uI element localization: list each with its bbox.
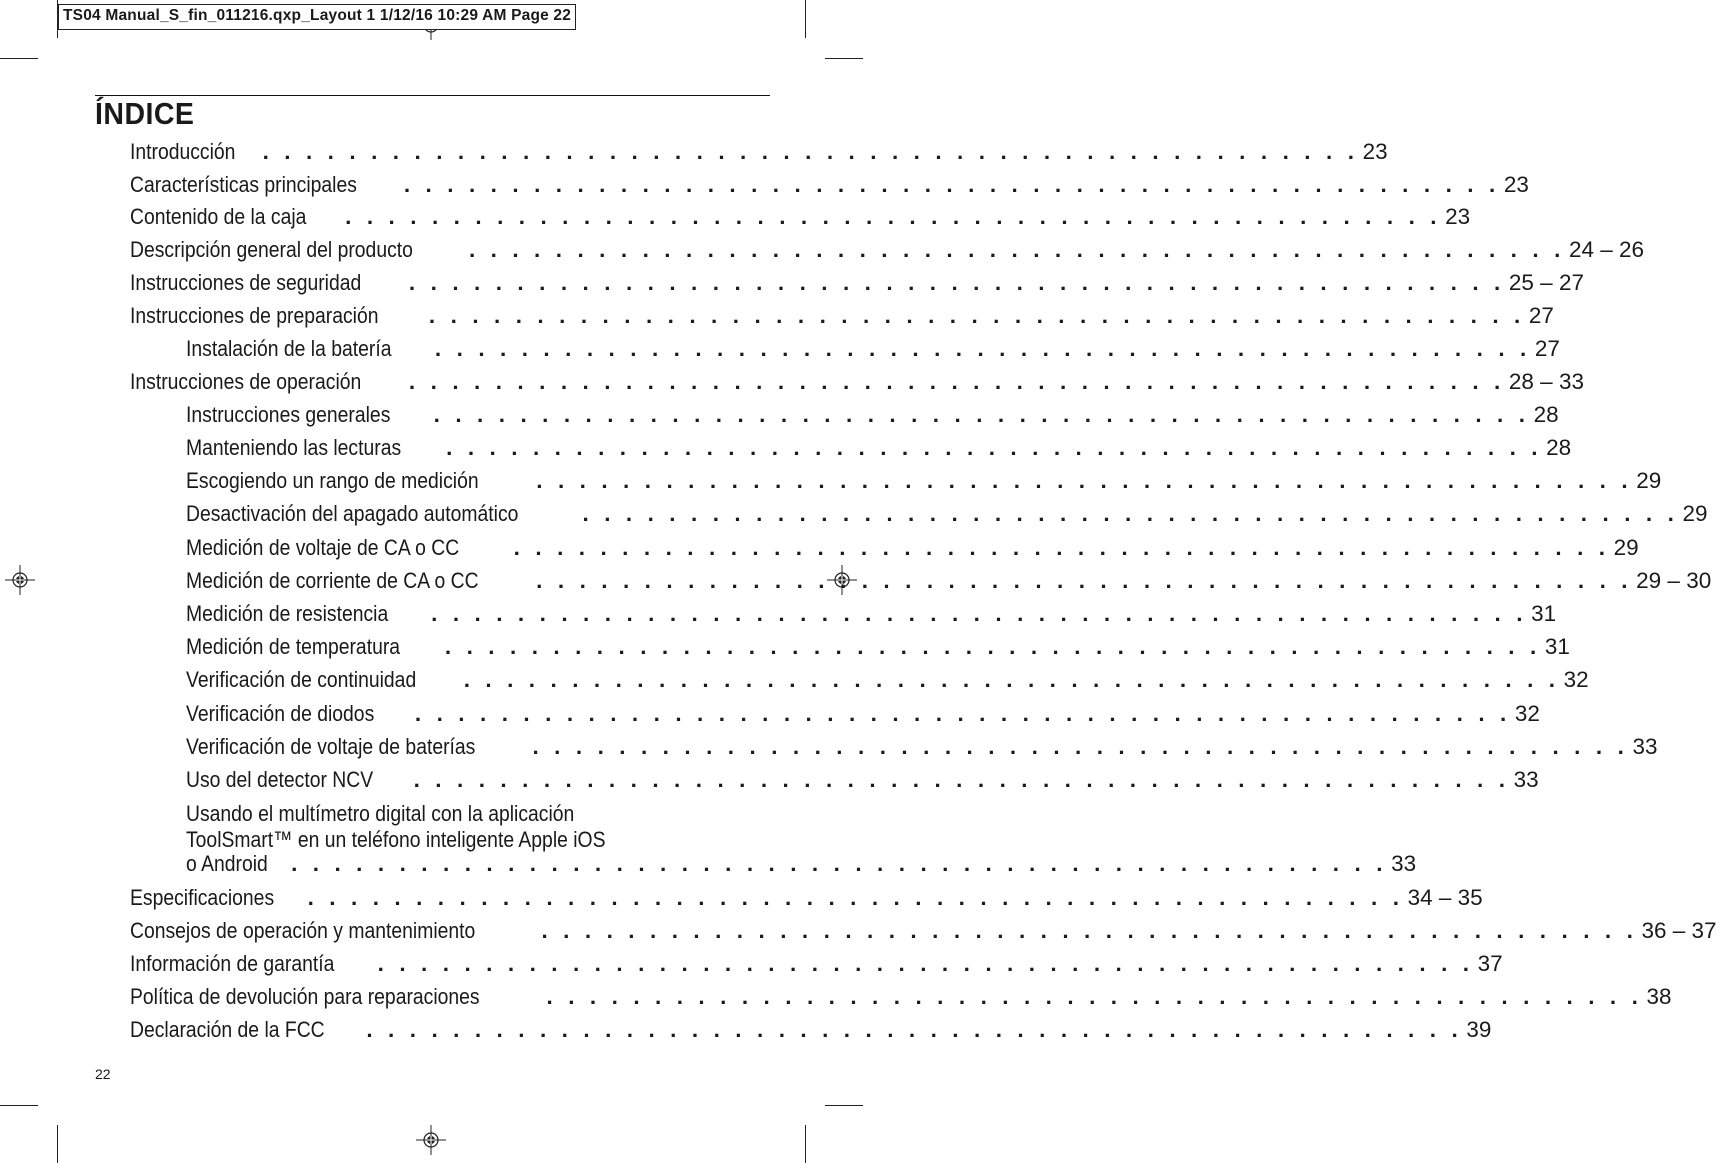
toc-entry: [186, 601, 1557, 627]
toc-entry: [186, 468, 1662, 494]
leader-dots: . . . . . . . . . . . . . . . . . . . . . . . . . . . . . . . . . . . . . . . . . . . . . . . . . . .: [408, 270, 1505, 295]
toc-entry-label: Uso del detector NCV: [186, 767, 374, 792]
toc-entry: [130, 918, 1717, 944]
crop-mark: [57, 1125, 58, 1163]
leader-dots: . . . . . . . . . . . . . . . . . . . . . . . . . . . . . . . . . . . . . . . . . . . . . . . . . . .: [413, 767, 1510, 792]
toc-entry-label-line: ToolSmart™ en un teléfono inteligente Apple iOS: [186, 827, 606, 852]
toc-entry-label: Instrucciones de operación: [130, 369, 362, 394]
leader-dots: . . . . . . . . . . . . . . . . . . . . . . . . . . . . . . . . . . . . . . . . . . . . . . . . . . .: [434, 336, 1531, 361]
leader-dots: . . . . . . . . . . . . . . . . . . . . . . . . . . . . . . . . . . . . . . . . . . . . . . . . . . .: [446, 435, 1543, 460]
toc-entry-page: 23: [1445, 204, 1471, 229]
toc-entry-label: Especificaciones: [130, 885, 275, 910]
toc-entry-label: Instalación de la batería: [186, 336, 392, 361]
leader-dots: . . . . . . . . . . . . . . . . . . . . . . . . . . . . . . . . . . . . . . . . . . . . . . . . . . .: [541, 918, 1638, 943]
leader-dots: . . . . . . . . . . . . . . . . . . . . . . . . . . . . . . . . . . . . . . . . . . . . . . . . . . .: [377, 951, 1474, 976]
toc-entry-label: Desactivación del apagado automático: [186, 501, 519, 526]
crop-mark: [0, 1105, 38, 1106]
toc-entry-label: Política de devolución para reparaciones: [130, 984, 480, 1009]
toc-entry: [130, 237, 1645, 263]
toc-entry-label: Instrucciones de preparación: [130, 303, 379, 328]
toc-entry-label: Declaración de la FCC: [130, 1017, 325, 1042]
toc-entry-label: Contenido de la caja: [130, 204, 307, 229]
crop-mark: [825, 58, 863, 59]
toc-entry: [186, 501, 1708, 527]
toc-entry: [130, 951, 1503, 977]
toc-entry-page: 27: [1534, 336, 1560, 361]
leader-dots: . . . . . . . . . . . . . . . . . . . . . . . . . . . . . . . . . . . . . . . . . . . . . . . . . . .: [307, 885, 1404, 910]
toc-entry-label: Medición de voltaje de CA o CC: [186, 535, 460, 560]
toc-entry: [186, 402, 1559, 428]
leader-dots: . . . . . . . . . . . . . . . . . . . . . . . . . . . . . . . . . . . . . . . . . . . . . . . . . . .: [532, 734, 1629, 759]
toc-entry-label: Medición de temperatura: [186, 634, 401, 659]
toc-entry: [186, 701, 1540, 727]
leader-dots: . . . . . . . . . . . . . . . . . . . . . . . . . . . . . . . . . . . . . . . . . . . . . . . . . . .: [536, 568, 1633, 593]
toc-entry: [186, 568, 1712, 594]
leader-dots: . . . . . . . . . . . . . . . . . . . . . . . . . . . . . . . . . . . . . . . . . . . . . . . . . . .: [463, 667, 1560, 692]
toc-entry: [130, 984, 1672, 1010]
leader-dots: . . . . . . . . . . . . . . . . . . . . . . . . . . . . . . . . . . . . . . . . . . . . . . . . . . .: [414, 701, 1511, 726]
leader-dots: . . . . . . . . . . . . . . . . . . . . . . . . . . . . . . . . . . . . . . . . . . . . . . . . . . .: [433, 402, 1530, 427]
toc-entry: [130, 270, 1584, 296]
registration-mark-icon: [5, 565, 35, 595]
leader-dots: . . . . . . . . . . . . . . . . . . . . . . . . . . . . . . . . . . . . . . . . . . . . . . . . . . .: [403, 172, 1500, 197]
toc-entry: [186, 634, 1570, 660]
toc-entry-label: Consejos de operación y mantenimiento: [130, 918, 476, 943]
toc-entry: [130, 1017, 1492, 1043]
toc-entry-label: Instrucciones generales: [186, 402, 391, 427]
toc-entry-label: Introducción: [130, 139, 236, 164]
page-number: 22: [95, 1066, 111, 1082]
toc-entry-page: 28: [1533, 402, 1559, 427]
crop-mark: [805, 1125, 806, 1163]
leader-dots: . . . . . . . . . . . . . . . . . . . . . . . . . . . . . . . . . . . . . . . . . . . . . . . . . . .: [444, 634, 1541, 659]
toc-entry-page: 29 – 30: [1636, 568, 1712, 593]
toc-entry-page: 39: [1466, 1017, 1492, 1042]
toc-entry: [186, 767, 1539, 793]
leader-dots: . . . . . . . . . . . . . . . . . . . . . . . . . . . . . . . . . . . . . . . . . . . . . . . . . . .: [428, 303, 1525, 328]
toc-entry-page: 25 – 27: [1508, 270, 1584, 295]
toc-entry: [186, 851, 1417, 877]
toc-entry: [186, 734, 1658, 760]
toc-entry: [186, 535, 1639, 561]
leader-dots: . . . . . . . . . . . . . . . . . . . . . . . . . . . . . . . . . . . . . . . . . . . . . . . . . . .: [582, 501, 1679, 526]
toc-entry-label: Medición de resistencia: [186, 601, 389, 626]
leader-dots: . . . . . . . . . . . . . . . . . . . . . . . . . . . . . . . . . . . . . . . . . . . . . . . . . . .: [366, 1017, 1463, 1042]
leader-dots: . . . . . . . . . . . . . . . . . . . . . . . . . . . . . . . . . . . . . . . . . . . . . . . . . . .: [431, 601, 1528, 626]
toc-entry-label: Escogiendo un rango de medición: [186, 468, 479, 493]
toc-entry-label: Instrucciones de seguridad: [130, 270, 362, 295]
toc-entry: [130, 139, 1388, 165]
toc-entry-page: 33: [1632, 734, 1658, 759]
toc-entry-page: 23: [1362, 139, 1388, 164]
toc-entry-label-line: Usando el multímetro digital con la aplicación: [186, 801, 575, 826]
toc-entry-page: 31: [1544, 634, 1570, 659]
heading-rule: [95, 95, 770, 96]
print-slug: TS04 Manual_S_fin_011216.qxp_Layout 1 1/12/16 10:29 AM Page 22: [58, 4, 576, 30]
toc-entry: [130, 204, 1471, 230]
toc-entry: [130, 303, 1554, 329]
toc-entry-label: o Android: [186, 851, 268, 876]
crop-mark: [825, 1105, 863, 1106]
page-title: ÍNDICE: [95, 96, 195, 131]
toc-entry-label: Verificación de diodos: [186, 701, 375, 726]
toc-entry-page: 32: [1514, 701, 1540, 726]
toc-entry-page: 24 – 26: [1568, 237, 1645, 262]
toc-entry-page: 27: [1528, 303, 1554, 328]
toc-entry-page: 34 – 35: [1407, 885, 1483, 910]
toc-entry: [130, 369, 1584, 395]
crop-mark: [0, 58, 38, 59]
leader-dots: . . . . . . . . . . . . . . . . . . . . . . . . . . . . . . . . . . . . . . . . . . . . . . . . . . .: [262, 139, 1359, 164]
toc-entry-label: Características principales: [130, 172, 357, 197]
toc-entry-page: 31: [1531, 601, 1557, 626]
leader-dots: . . . . . . . . . . . . . . . . . . . . . . . . . . . . . . . . . . . . . . . . . . . . . . . . . . .: [546, 984, 1643, 1009]
crop-mark: [805, 0, 806, 38]
toc-entry-page: 29: [1636, 468, 1662, 493]
toc-entry-page: 28: [1546, 435, 1572, 460]
toc-entry-label: Información de garantía: [130, 951, 335, 976]
toc-entry-page: 38: [1646, 984, 1672, 1009]
toc-entry: [186, 336, 1560, 362]
toc-entry-page: 32: [1563, 667, 1589, 692]
toc-entry-page: 23: [1503, 172, 1529, 197]
toc-entry: [186, 435, 1572, 461]
toc-entry-page: 36 – 37: [1641, 918, 1717, 943]
toc-entry-label: Manteniendo las lecturas: [186, 435, 402, 460]
toc-entry-multiline: [186, 801, 730, 853]
toc-entry-label: Descripción general del producto: [130, 237, 413, 262]
leader-dots: . . . . . . . . . . . . . . . . . . . . . . . . . . . . . . . . . . . . . . . . . . . . . . . . . . .: [513, 535, 1610, 560]
leader-dots: . . . . . . . . . . . . . . . . . . . . . . . . . . . . . . . . . . . . . . . . . . . . . . . . . . .: [345, 204, 1442, 229]
toc-entry-page: 29: [1682, 501, 1708, 526]
toc-entry-page: 28 – 33: [1508, 369, 1584, 394]
leader-dots: . . . . . . . . . . . . . . . . . . . . . . . . . . . . . . . . . . . . . . . . . . . . . . . . . . .: [468, 237, 1565, 262]
toc-entry-label: Verificación de continuidad: [186, 667, 417, 692]
toc-entry-page: 33: [1513, 767, 1539, 792]
toc-entry-label: Medición de corriente de CA o CC: [186, 568, 479, 593]
toc-entry: [130, 885, 1483, 911]
toc-entry: [186, 667, 1589, 693]
toc-entry: [130, 172, 1529, 198]
leader-dots: . . . . . . . . . . . . . . . . . . . . . . . . . . . . . . . . . . . . . . . . . . . . . . . . . . .: [291, 851, 1388, 876]
toc-entry-label: Verificación de voltaje de baterías: [186, 734, 476, 759]
toc-entry-page: 37: [1477, 951, 1503, 976]
leader-dots: . . . . . . . . . . . . . . . . . . . . . . . . . . . . . . . . . . . . . . . . . . . . . . . . . . .: [536, 468, 1633, 493]
toc-entry-page: 33: [1391, 851, 1417, 876]
toc-entry-page: 29: [1613, 535, 1639, 560]
registration-mark-icon: [416, 1125, 446, 1155]
leader-dots: . . . . . . . . . . . . . . . . . . . . . . . . . . . . . . . . . . . . . . . . . . . . . . . . . . .: [408, 369, 1505, 394]
